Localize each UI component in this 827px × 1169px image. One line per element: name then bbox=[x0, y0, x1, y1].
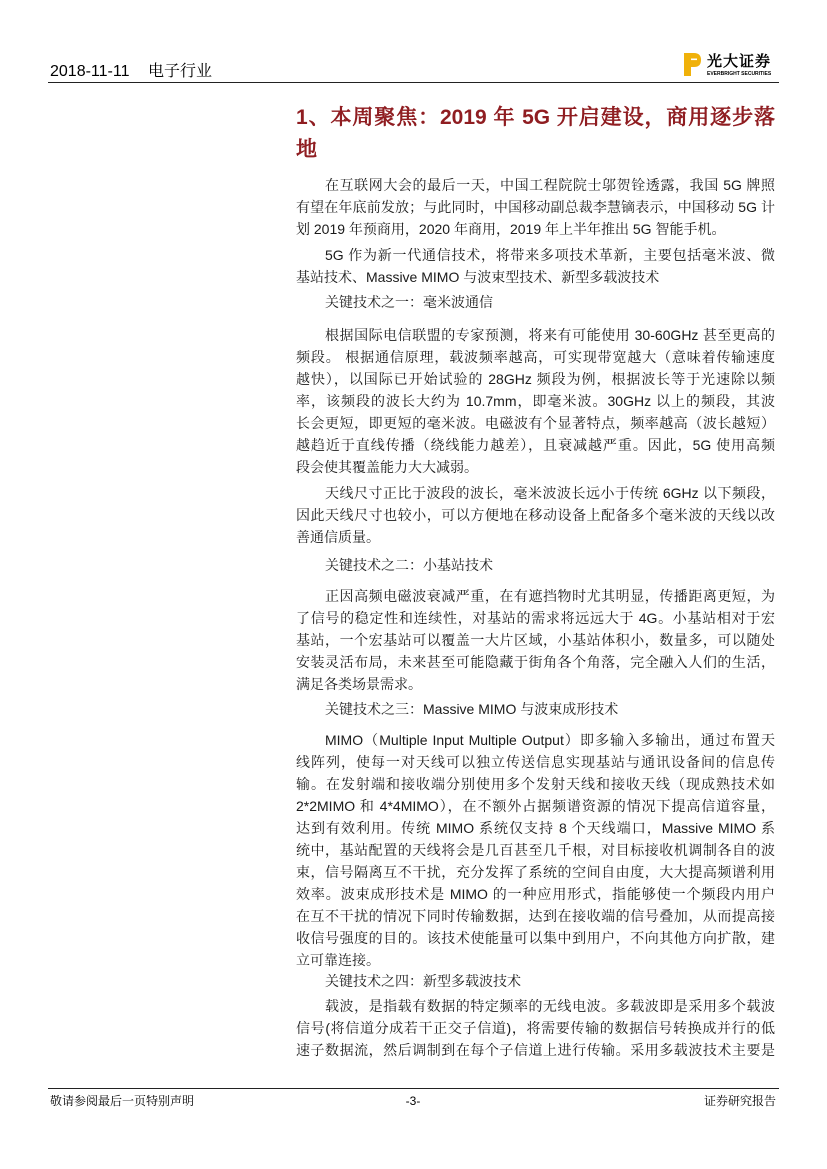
paragraph-small-cell bbox=[296, 585, 775, 695]
section-title-line: 1、本周聚焦：2019 年 5G 开启建设，商用逐步落 bbox=[296, 106, 775, 129]
paragraph-line: 了信号的稳定性和连续性，对基站的需求将远远大于 4G。小基站相对于宏 bbox=[296, 610, 775, 626]
paragraph-line: 因此天线尺寸也较小，可以方便地在移动设备上配备多个毫米波的天线以改 bbox=[296, 507, 775, 523]
paragraph-line: 满足各类场景需求。 bbox=[296, 676, 422, 692]
disclaimer-note: 敬请参阅最后一页特别声明 bbox=[50, 1094, 195, 1108]
paragraph-line: 2*2MIMO 和 4*4MIMO），在不额外占据频谱资源的情况下提高信道容量， bbox=[296, 798, 775, 814]
subheading-text: 关键技术之二：小基站技术 bbox=[325, 557, 493, 573]
paragraph-line: 基站技术、Massive MIMO 与波束型技术、新型多载波技术 bbox=[296, 269, 660, 285]
paragraph-line: 速子数据流，然后调制到在每个子信道上进行传输。采用多载波技术主要是 bbox=[296, 1042, 775, 1058]
subheading-text: 关键技术之四：新型多载波技术 bbox=[325, 973, 521, 989]
paragraph-line: 越快），以国际已开始试验的 28GHz 频段为例，根据波长等于光速除以频 bbox=[296, 371, 775, 387]
paragraph-line: 在互不干扰的情况下同时传输数据，达到在接收端的信号叠加，从而提高接 bbox=[296, 908, 775, 924]
heading-key-tech-1 bbox=[296, 291, 775, 313]
company-logo bbox=[684, 52, 776, 78]
paragraph-line: 信号(将信道分成若干正交子信道)，将需要传输的数据信号转换成并行的低 bbox=[296, 1020, 775, 1036]
section-title bbox=[296, 102, 775, 166]
paragraph-intro bbox=[296, 174, 775, 240]
paragraph-line: 5G 作为新一代通信技术，将带来多项技术革新，主要包括毫米波、微 bbox=[325, 247, 775, 263]
section-title-line: 地 bbox=[296, 138, 317, 161]
paragraph-line: 收信号强度的目的。该技术使能量可以集中到用户，不向其他方向扩散，建 bbox=[296, 930, 775, 946]
paragraph-line: 线阵列，使每一对天线可以独立传送信息实现基站与通讯设备间的信息传 bbox=[296, 754, 775, 770]
paragraph-line: 善通信质量。 bbox=[296, 529, 380, 545]
subheading-text: 关键技术之一：毫米波通信 bbox=[325, 294, 493, 310]
paragraph-line: 基站，一个宏基站可以覆盖一大片区域，小基站体积小，数量多，可以随处 bbox=[296, 632, 775, 648]
paragraph-line: 天线尺寸正比于波段的波长，毫米波波长远小于传统 6GHz 以下频段， bbox=[325, 485, 775, 501]
paragraph-millimeter-wave bbox=[296, 324, 775, 478]
paragraph-line: 频段。 根据通信原理，载波频率越高，可实现带宽越大（意味着传输速度 bbox=[296, 349, 775, 365]
header-divider bbox=[48, 82, 779, 83]
paragraph-line: 越趋近于直线传播（绕线能力越差），且衰减越严重。因此，5G 使用高频 bbox=[296, 437, 775, 453]
paragraph-line: 正因高频电磁波衰减严重，在有遮挡物时尤其明显，传播距离更短，为 bbox=[325, 588, 775, 604]
paragraph-line: 立可靠连接。 bbox=[296, 952, 380, 968]
paragraph-antenna-size bbox=[296, 482, 775, 548]
paragraph-line: 达到有效利用。传统 MIMO 系统仅支持 8 个天线端口，Massive MIMO 系 bbox=[296, 820, 775, 836]
paragraph-line: 载波，是指载有数据的特定频率的无线电波。多载波即是采用多个载波 bbox=[325, 998, 775, 1014]
paragraph-line: 率，该频段的波长大约为 10.7mm，即毫米波。30GHz 以上的频段，其波 bbox=[296, 393, 775, 409]
page-number: -3- bbox=[405, 1094, 421, 1108]
paragraph-line: 效率。波束成形技术是 MIMO 的一种应用形式，指能够使一个频段内用户 bbox=[296, 886, 775, 902]
paragraph-line: 根据国际电信联盟的专家预测，将来有可能使用 30-60GHz 甚至更高的 bbox=[325, 327, 775, 343]
footer-divider bbox=[48, 1088, 779, 1089]
report-date: 2018-11-11 bbox=[50, 63, 130, 80]
paragraph-line: 长会更短，即更短的毫米波。电磁波有个显著特点，频率越高（波长越短） bbox=[296, 415, 775, 431]
subheading-text: 关键技术之三：Massive MIMO 与波束成形技术 bbox=[325, 701, 619, 717]
company-name-cn: 光大证券 bbox=[707, 53, 772, 70]
heading-key-tech-2 bbox=[296, 554, 775, 576]
paragraph-line: 在互联网大会的最后一天，中国工程院院士邬贺铨透露，我国 5G 牌照 bbox=[325, 177, 775, 193]
everbright-logo-icon bbox=[684, 53, 701, 76]
paragraph-line: 束，信号隔离互不干扰，充分发挥了系统的空间自由度，大大提高频谱利用 bbox=[296, 864, 775, 880]
paragraph-line: MIMO（Multiple Input Multiple Output）即多输入多输出，通过布置天 bbox=[325, 732, 775, 748]
report-type-label: 证券研究报告 bbox=[703, 1094, 776, 1108]
paragraph-line: 安装灵活布局，未来甚至可能隐藏于街角各个角落，完全融入人们的生活， bbox=[296, 654, 775, 670]
paragraph-line: 划 2019 年预商用，2020 年商用，2019 年上半年推出 5G 智能手机。 bbox=[296, 221, 726, 237]
paragraph-key-tech-overview bbox=[296, 244, 775, 288]
paragraph-line: 统中，基站配置的天线将会是几百甚至几千根，对目标接收机调制各自的波 bbox=[296, 842, 775, 858]
company-name-en: EVERBRIGHT SECURITIES bbox=[707, 71, 772, 77]
industry-label: 电子行业 bbox=[148, 63, 213, 80]
paragraph-line: 输。在发射端和接收端分别使用多个发射天线和接收天线（现成熟技术如 bbox=[296, 776, 775, 792]
paragraph-line: 段会使其覆盖能力大大减弱。 bbox=[296, 459, 478, 475]
heading-key-tech-3 bbox=[296, 698, 775, 720]
paragraph-massive-mimo bbox=[296, 729, 775, 971]
paragraph-line: 有望在年底前发放；与此同时，中国移动副总裁李慧镝表示，中国移动 5G 计 bbox=[296, 199, 775, 215]
paragraph-multicarrier bbox=[296, 995, 775, 1061]
heading-key-tech-4 bbox=[296, 970, 775, 992]
